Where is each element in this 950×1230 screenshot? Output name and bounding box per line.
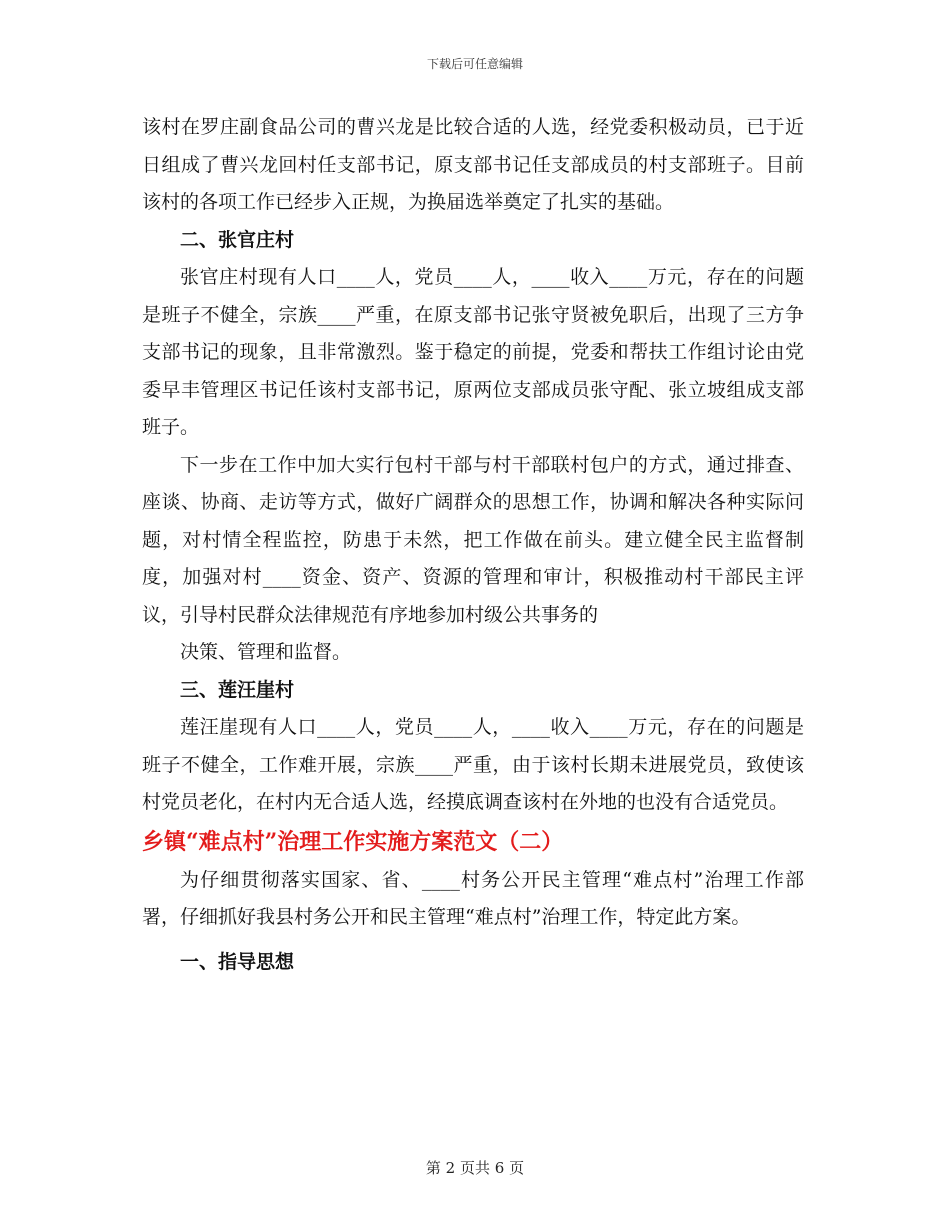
document-title: 乡镇“难点村”治理工作实施方案范文（二） [142, 828, 564, 855]
paragraph-decision-fragment: 决策、管理和监督。 [180, 641, 352, 663]
section-heading-guiding-ideology: 一、指导思想 [180, 950, 295, 973]
section-heading-lianwangya: 三、莲汪崖村 [180, 678, 295, 701]
paragraph-lianwangya: 莲汪崖现有人口____人，党员____人，____收入____万元，存在的问题是班子不健全，工作难开展，宗族____严重，由于该村长期未进展党员，致使该村党员老化，在村内无合适人选，经摸底调查该村在外地的也没有合适党员。 [142, 716, 804, 813]
page-footer: 第 2 页共 6 页 [425, 1159, 525, 1177]
paragraph-continuation: 该村在罗庄副食品公司的曹兴龙是比较合适的人选，经党委积极动员，已于近日组成了曹兴龙回村任支部书记，原支部书记任支部成员的村支部班子。目前该村的各项工作已经步入正规，为换届选举奠定了扎实的基础。 [142, 116, 804, 213]
paragraph-next-steps: 下一步在工作中加大实行包村干部与村干部联村包户的方式，通过排查、座谈、协商、走访等方式，做好广阔群众的思想工作，协调和解决各种实际问题，对村情全程监控，防患于未然，把工作做在前头。建立健全民主监督制度，加强对村____资金、资产、资源的管理和审计，积极推动村干部民主评议，引导村民群众法律规范有序地参加村级公共事务的 [142, 453, 804, 626]
document-body [142, 109, 804, 981]
page-header: 下载后可任意编辑 [426, 57, 523, 71]
section-heading-zhangguanzhuang: 二、张官庄村 [180, 228, 295, 251]
paragraph-zhangguanzhuang: 张官庄村现有人口____人，党员____人，____收入____万元，存在的问题是班子不健全，宗族____严重，在原支部书记张守贤被免职后，出现了三方争支部书记的现象，且非常激烈。鉴于稳定的前提，党委和帮扶工作组讨论由党委早丰管理区书记任该村支部书记，原两位支部成员张守配、张立坡组成支部班子。 [142, 266, 804, 438]
paragraph-intro: 为仔细贯彻落实国家、省、____村务公开民主管理“难点村”治理工作部署，仔细抓好我县村务公开和民主管理“难点村”治理工作，特定此方案。 [142, 868, 804, 928]
